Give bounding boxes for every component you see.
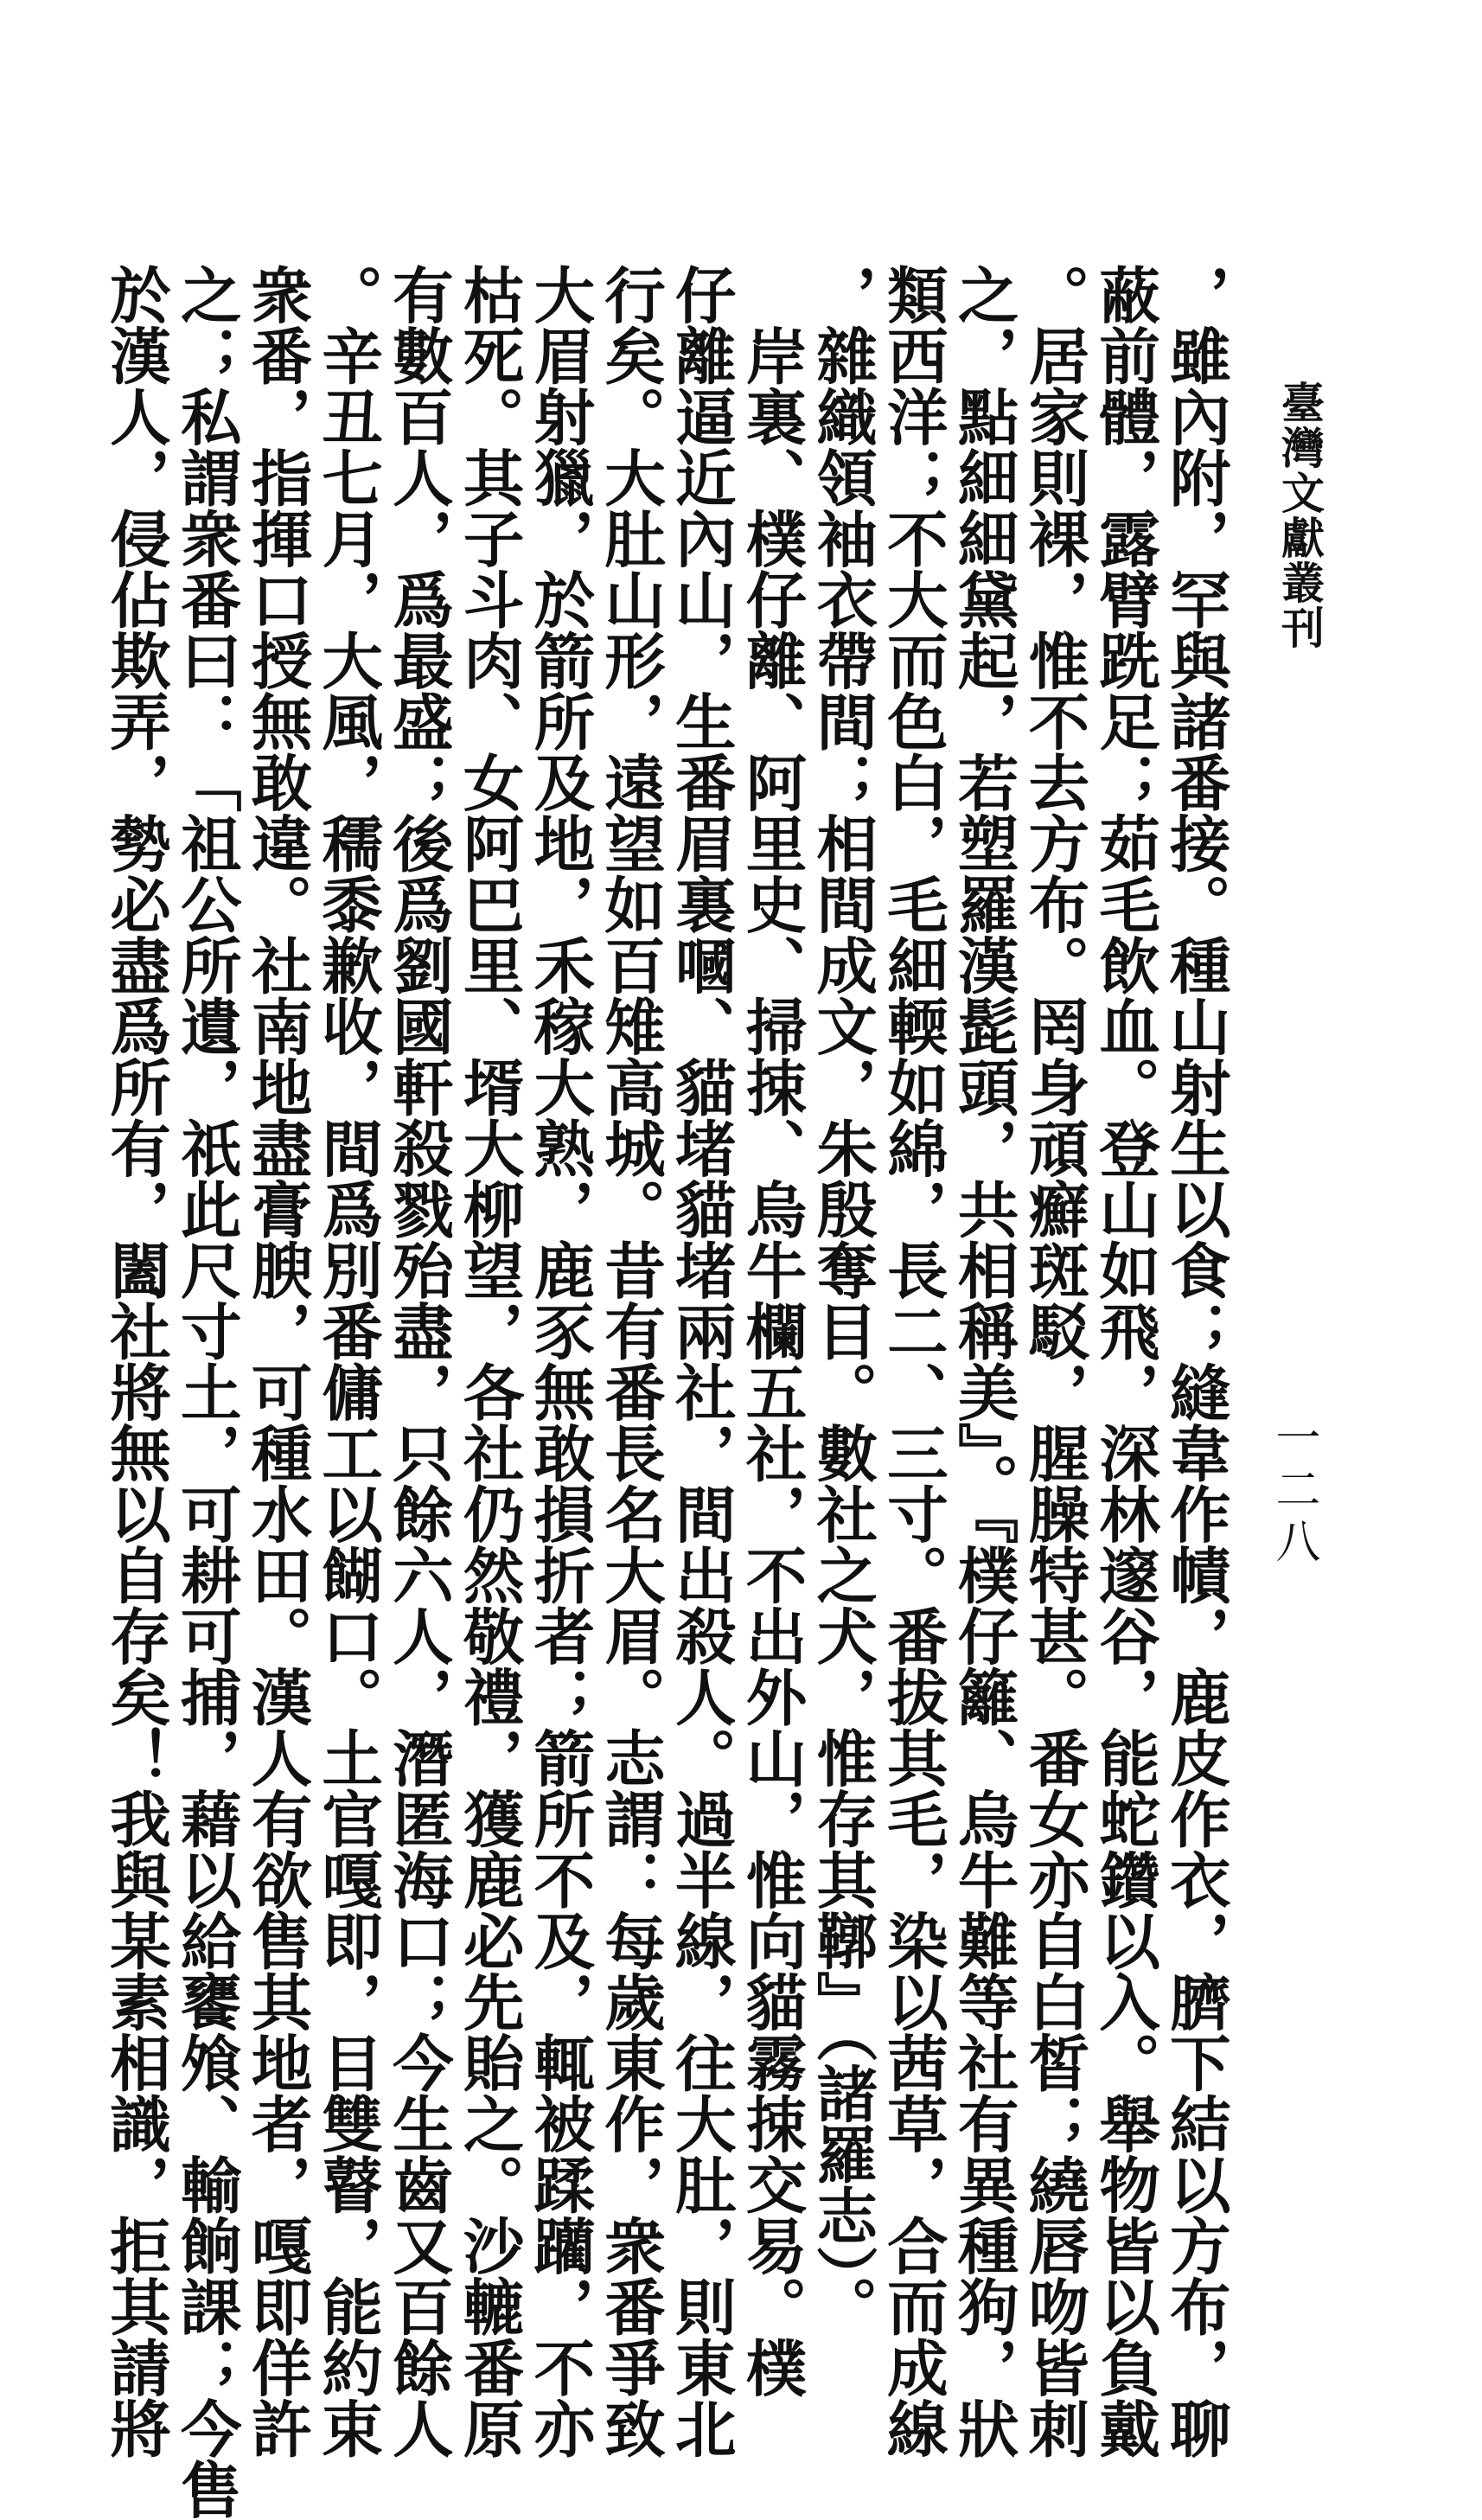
text-column: 枯死。其子斗肉、女阿巴里、壻大柳望，各社仍然敬禮，獲鹿必先貽之。沙轆番原 (453, 264, 526, 2459)
text-column: 於漢人，侵佔欺弄，勢必盡爲所有，闔社將無以自存矣！我與某素相識，拒其請將 (100, 264, 172, 2459)
text-column: ，雜織領袖衣帶間；相間成文，朱殷奪目。數社之犬，惟存其鞹』（諸羅志）。 (807, 264, 879, 2337)
text-column: 。居家則裸，惟不去方布。罔身頑癬斑駁，腥臊特甚。番女亦自白皙；繞唇吻皆刺 (1019, 264, 1091, 2459)
text-column: 衆番，指揮口授無敢違。社南地盡膏腴，可種水田。漢人有欲售其地者，嘎即佯許 (241, 264, 314, 2459)
running-header-title: 臺灣文獻叢刊 (1274, 381, 1325, 650)
text-column: 之；私謂衆番曰：「祖公所遺，祇此尺寸土，可耕可捕，藉以給饔飧、輸餉課；今售 (170, 264, 243, 2520)
text-column: 之，點細細黛起，若塑羅漢髭頭，共相稱美』。『樸仔籬、烏牛難等社有異種狗，狀 (948, 264, 1020, 2459)
page-number: 一二八 (1268, 1414, 1319, 1570)
text-column: 蔽前體，露臂跣足；茹毛飲血。登山如飛，深林邃谷，能蛇鑽以入。舉物皆以負戴 (1089, 264, 1162, 2459)
text-column: 類西洋；不大而色白，毛細輭如綿，長二、三寸。番拔其毛，染以茜草，合而成線 (877, 264, 949, 2459)
text-column: 有數百人，爲最盛；後爲劉國軒殺戮殆盡，只餘六人，潛匿海口；今生齒又百餘人 (382, 264, 455, 2459)
text-column: 大眉射獵，於箭所及地，禾稼大熟，鹿豕無敢損折者；箭所不及，輒被蹂躪，不亦 (524, 264, 597, 2459)
text-column: 。辛丑七月，大風，穤黍歉收，間爲別番傭工以餬口。土官嘎即，目雙瞽，能約束 (312, 264, 385, 2459)
body-text (100, 264, 1232, 2520)
text-column: 仔離逼近內山，生番眉裏嘓、貓堵貓堵兩社，間出殺人。過半線，往大肚，則東北 (665, 264, 738, 2459)
text-column: 行矣。大肚山形，遠望如百雉高城。昔有番長名大眉。志謂：每歲東作，衆番爭致 (595, 264, 668, 2459)
text-column: 岸裏、樸仔離、阿里史、掃捒、烏牛欄五社，不出外山，惟向貓霧捒交易。樸 (736, 264, 808, 2398)
text-column: ，雖內附，罕與諸番接。種山射生以食；縫韋作幘，鹿皮作衣，臍下結以方布，聊 (1159, 264, 1232, 2459)
